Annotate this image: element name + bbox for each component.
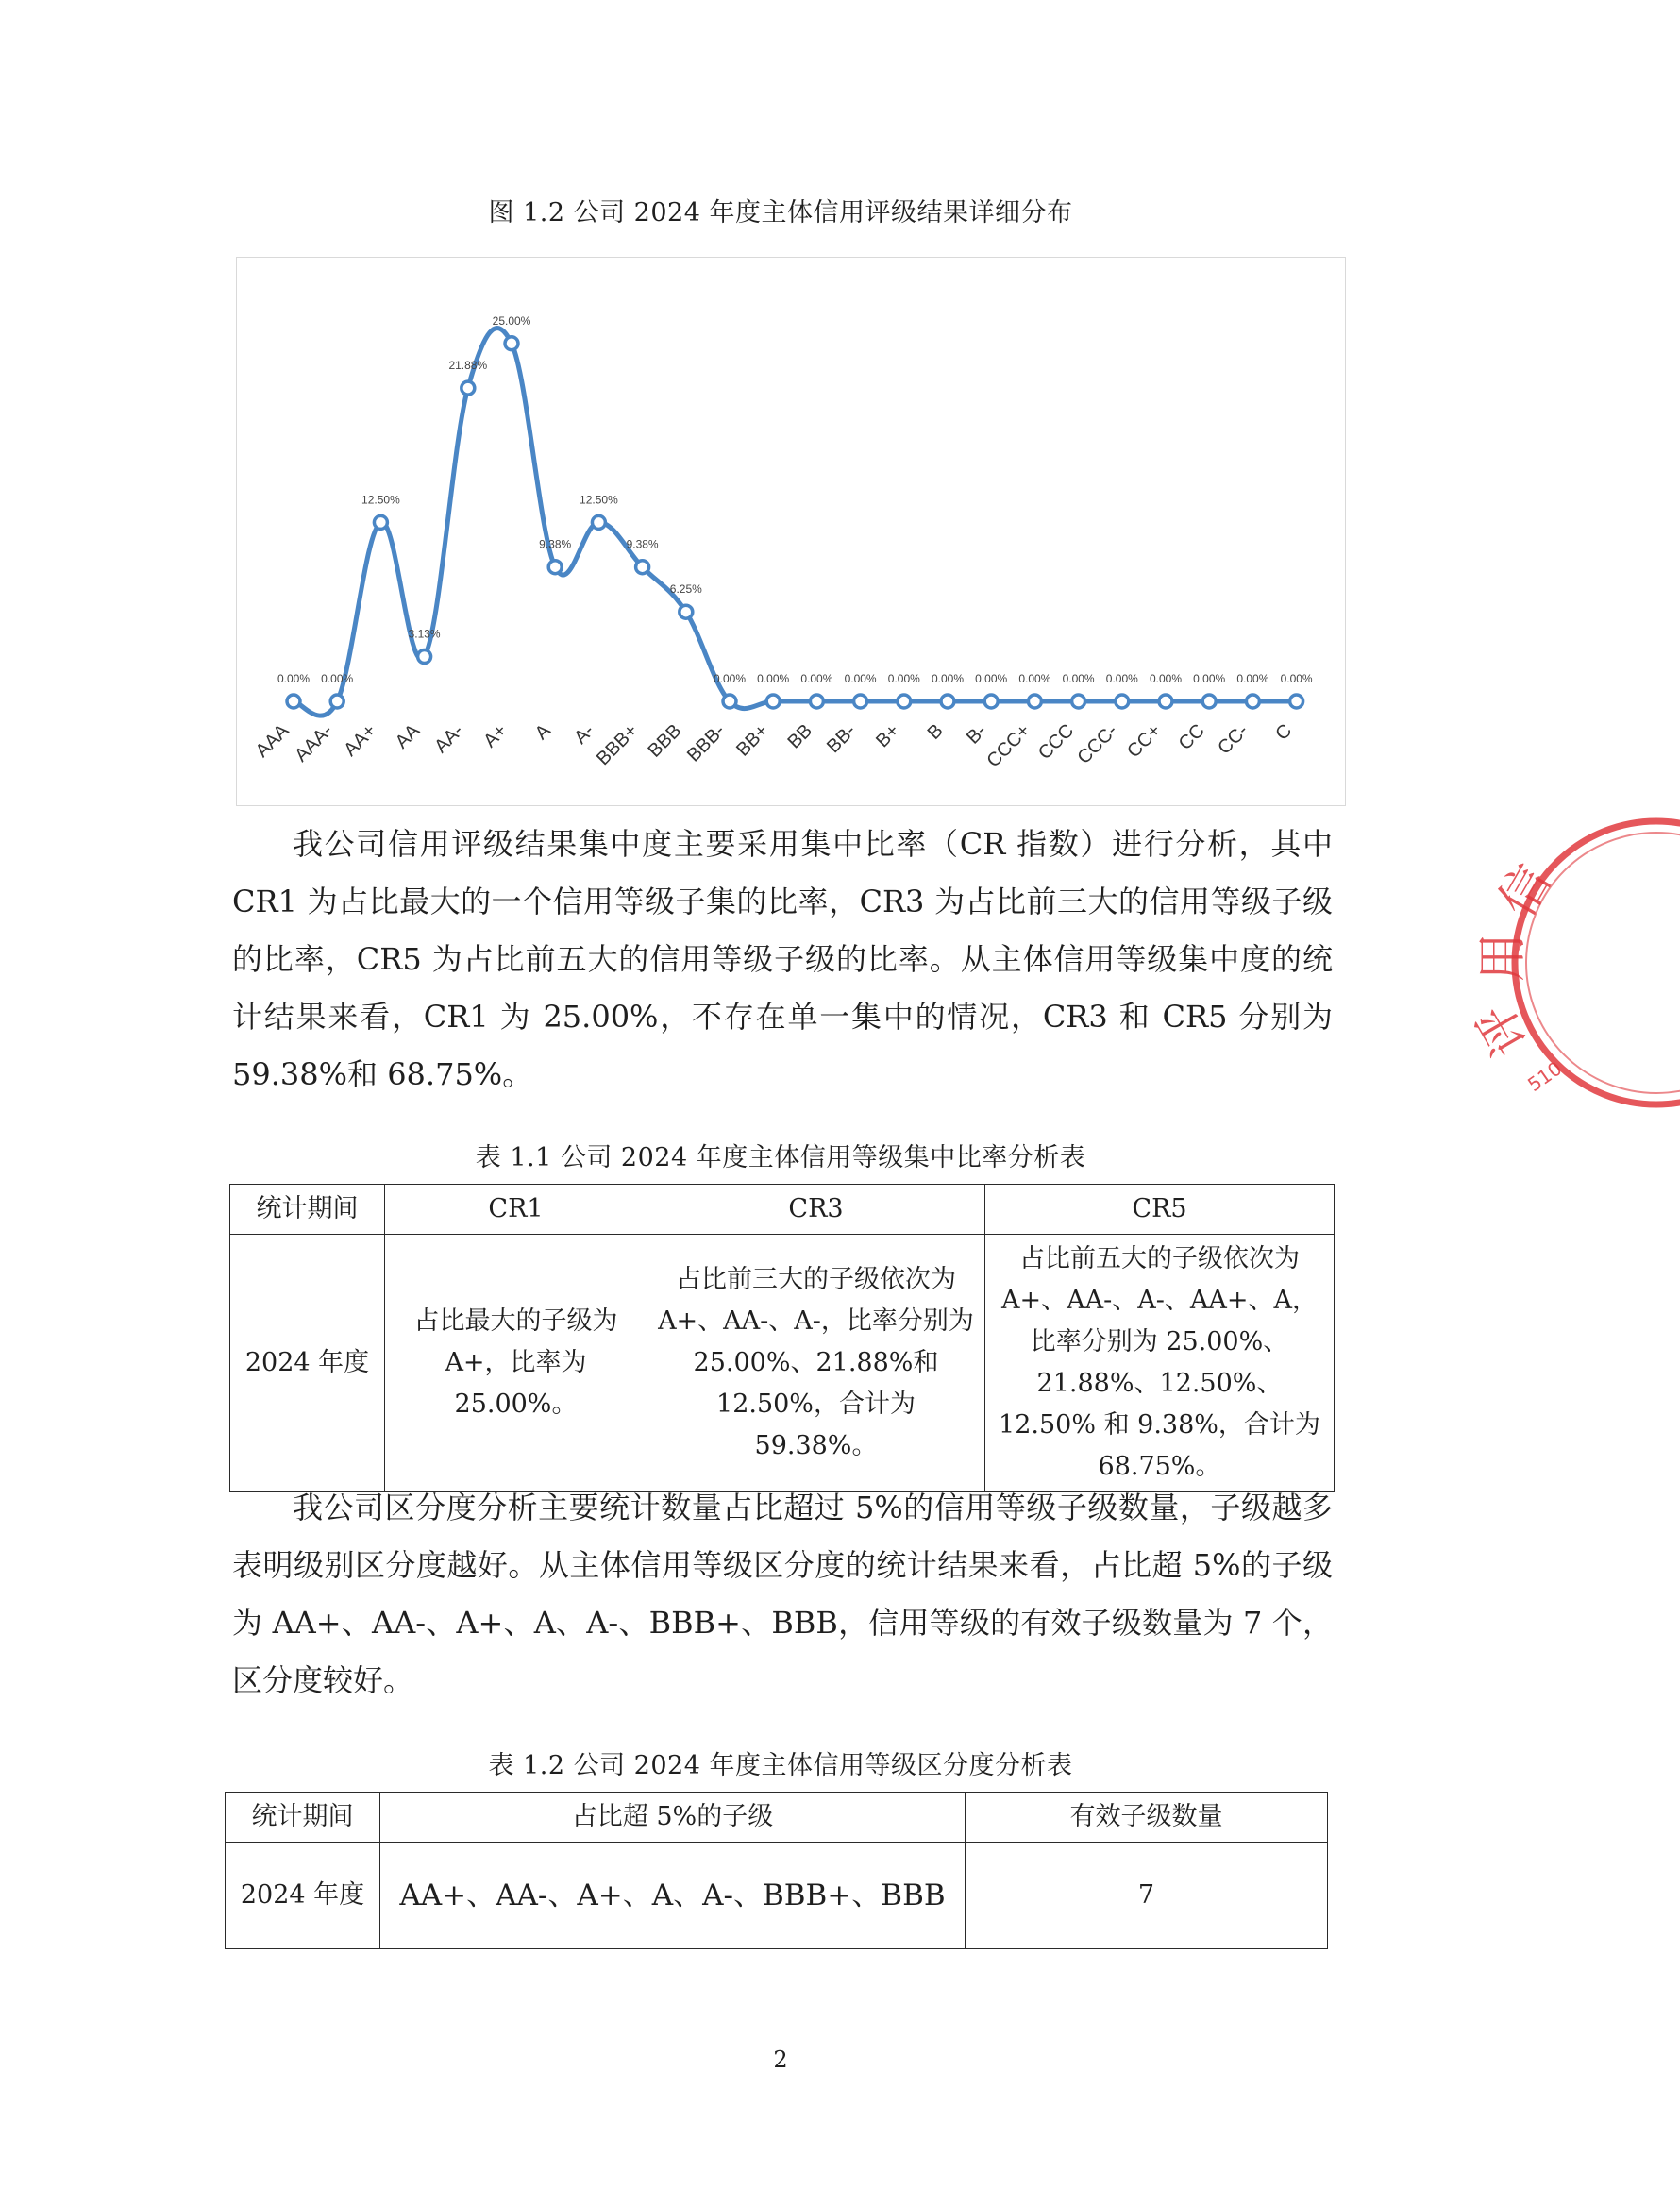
table-row (226, 1843, 1328, 1949)
data-label: 0.00% (1280, 672, 1313, 685)
x-tick-label: CC (1174, 719, 1209, 754)
x-tick-label: BBB- (682, 719, 730, 767)
data-point (374, 515, 387, 529)
table-2-caption: 表 1.2 公司 2024 年度主体信用等级区分度分析表 (488, 1751, 1073, 1780)
x-tick-label: CCC+ (983, 719, 1034, 772)
data-point (1246, 695, 1259, 708)
data-point (462, 381, 475, 395)
series-line (294, 329, 1297, 716)
distinction-table (225, 1792, 1328, 1949)
data-label: 0.00% (1062, 672, 1095, 685)
x-tick-label: A (530, 719, 555, 744)
table-1-caption: 表 1.1 公司 2024 年度主体信用等级集中比率分析表 (475, 1143, 1086, 1172)
data-label: 0.00% (887, 672, 920, 685)
data-point (1072, 695, 1085, 708)
data-point (505, 337, 518, 350)
data-label: 9.38% (539, 537, 572, 551)
cell-cr3: 占比前三大的子级依次为 A+、AA-、A-，比率分别为 25.00%、21.88%和 12.50%，合计为 59.38%。 (647, 1235, 985, 1492)
data-label: 21.88% (448, 359, 488, 373)
x-tick-label: B (923, 719, 948, 744)
x-tick-label: C (1271, 719, 1297, 745)
figure-caption: 图 1.2 公司 2024 年度主体信用评级结果详细分布 (488, 198, 1073, 227)
chart-canvas (237, 258, 1347, 807)
rating-distribution-chart (236, 257, 1346, 806)
x-tick-label: CCC (1033, 719, 1079, 765)
header-count: 有效子级数量 (966, 1793, 1328, 1843)
header-cr5: CR5 (985, 1185, 1335, 1235)
red-seal-stamp (1466, 807, 1680, 1119)
data-point (854, 695, 867, 708)
data-label: 6.25% (669, 582, 702, 597)
cell-cr5: 占比前五大的子级依次为 A+、AA-、A-、AA+、A，比率分别为 25.00%、21.88%、12.50%、12.50% 和 9.38%，合计为 68.75%。 (985, 1235, 1335, 1492)
data-label: 9.38% (626, 537, 659, 551)
data-label: 12.50% (580, 493, 618, 507)
x-tick-label: BB- (823, 719, 861, 758)
x-tick-label: CCC- (1073, 719, 1122, 768)
svg-text:510: 510 (1523, 1056, 1567, 1097)
x-tick-label: BB+ (732, 719, 773, 761)
svg-text:用: 用 (1475, 932, 1532, 982)
data-point (636, 561, 649, 574)
x-tick-label: BB (783, 719, 816, 753)
data-point (1159, 695, 1172, 708)
cell-period: 2024 年度 (226, 1843, 380, 1949)
x-tick-label: AAA- (291, 719, 337, 767)
data-label: 0.00% (1149, 672, 1183, 685)
x-tick-label: AA (391, 719, 425, 753)
cell-grades: AA+、AA-、A+、A、A-、BBB+、BBB (380, 1843, 966, 1949)
concentration-paragraph: 我公司信用评级结果集中度主要采用集中比率（CR 指数）进行分析，其中 CR1 为占比最大的一个信用等级子集的比率，CR3 为占比前三大的信用等级子级的比率，CR5 为占比前五大的信用等级子级的比率。从主体信用等级集中度的统计结果来看，CR1 为 25.00%，不存在单一集中的情况，CR3 和 CR5 分别为 59.38%和 68.75%。 (232, 826, 1333, 1092)
data-label: 0.00% (931, 672, 965, 685)
x-tick-label: A- (570, 719, 598, 749)
svg-text:信: 信 (1488, 855, 1563, 927)
data-label: 0.00% (1018, 672, 1051, 685)
data-point (723, 695, 736, 708)
concentration-table (229, 1184, 1335, 1492)
x-tick-label: AAA (251, 719, 294, 762)
data-label: 0.00% (1236, 672, 1269, 685)
x-tick-label: A+ (479, 719, 512, 752)
page-number: 2 (773, 2047, 788, 2073)
x-tick-label: B- (963, 719, 991, 749)
data-label: 0.00% (975, 672, 1008, 685)
header-cr3: CR3 (647, 1185, 985, 1235)
data-point (680, 605, 693, 618)
data-point (766, 695, 780, 708)
data-point (1028, 695, 1041, 708)
data-point (1202, 695, 1216, 708)
table-row (230, 1235, 1335, 1492)
x-tick-label: BBB+ (593, 719, 643, 770)
data-point (592, 515, 605, 529)
cell-count: 7 (966, 1843, 1328, 1949)
data-label: 25.00% (492, 313, 531, 328)
data-point (330, 695, 344, 708)
table-header-row (230, 1185, 1335, 1235)
data-point (898, 695, 911, 708)
header-period: 统计期间 (230, 1185, 385, 1235)
x-tick-label: CC- (1214, 719, 1252, 759)
data-point (984, 695, 998, 708)
header-period: 统计期间 (226, 1793, 380, 1843)
data-label: 0.00% (713, 672, 747, 685)
data-point (1290, 695, 1303, 708)
data-point (941, 695, 954, 708)
data-label: 3.13% (408, 627, 441, 641)
x-tick-label: BBB (644, 719, 686, 762)
data-label: 0.00% (1193, 672, 1226, 685)
data-point (548, 561, 562, 574)
svg-text:评: 评 (1466, 994, 1540, 1066)
data-label: 0.00% (800, 672, 833, 685)
data-label: 0.00% (1105, 672, 1138, 685)
x-tick-label: AA- (430, 719, 468, 758)
data-point (287, 695, 300, 708)
data-point (418, 650, 431, 664)
cell-period: 2024 年度 (230, 1235, 385, 1492)
distinction-paragraph: 我公司区分度分析主要统计数量占比超过 5%的信用等级子级数量，子级越多表明级别区分度越好。从主体信用等级区分度的统计结果来看，占比超 5%的子级为 AA+、AA-、A+、A、A-、BBB+、BBB，信用等级的有效子级数量为 7 个，区分度较好。 (232, 1490, 1333, 1698)
data-point (1116, 695, 1129, 708)
header-cr1: CR1 (385, 1185, 647, 1235)
x-tick-label: CC+ (1123, 719, 1166, 763)
data-label: 0.00% (844, 672, 877, 685)
data-label: 0.00% (277, 672, 311, 685)
table-header-row (226, 1793, 1328, 1843)
x-tick-label: B+ (872, 719, 904, 752)
header-grades: 占比超 5%的子级 (380, 1793, 966, 1843)
data-label: 12.50% (361, 493, 400, 507)
cell-cr1: 占比最大的子级为 A+，比率为 25.00%。 (385, 1235, 647, 1492)
data-label: 0.00% (321, 672, 354, 685)
data-label: 0.00% (757, 672, 790, 685)
x-tick-label: AA+ (340, 719, 380, 761)
data-point (810, 695, 823, 708)
